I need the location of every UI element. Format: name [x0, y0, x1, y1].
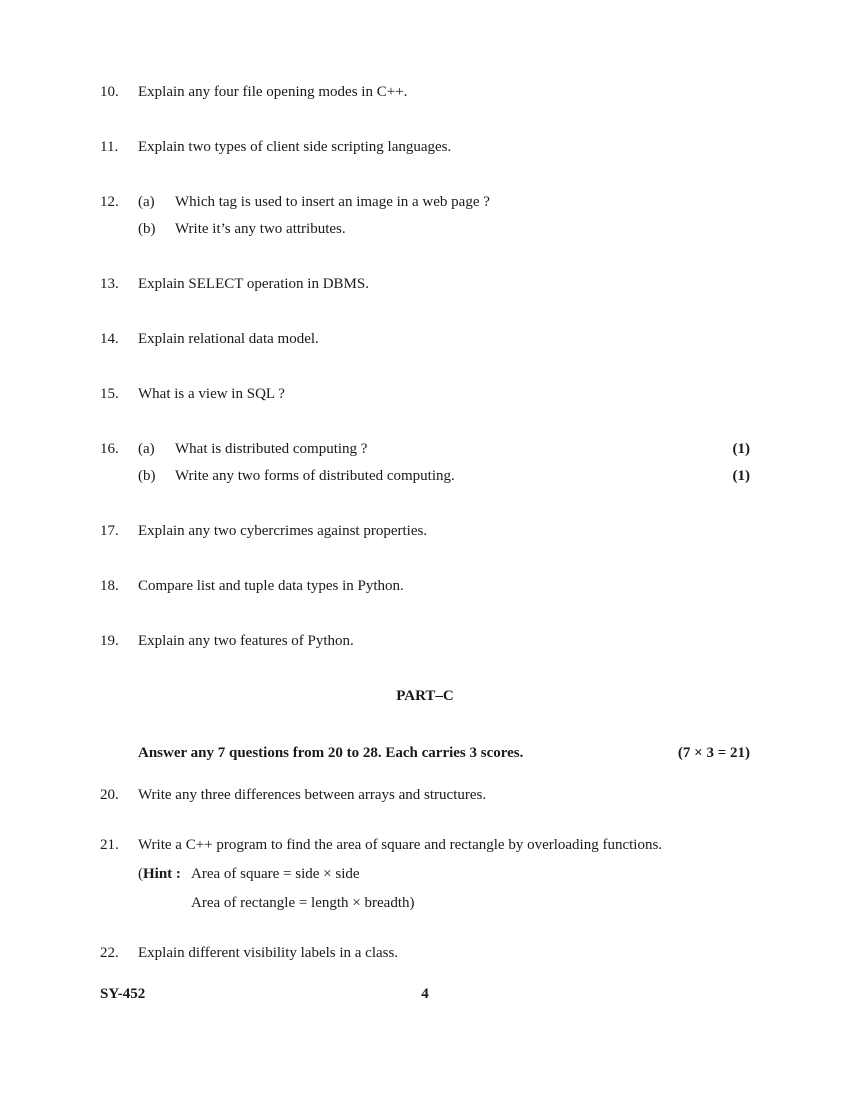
hint-label: Hint :: [143, 866, 181, 882]
question-number: 19.: [100, 633, 119, 649]
sub-label: (a): [138, 194, 155, 210]
question-number: 21.: [100, 837, 119, 853]
mark: (1): [732, 468, 750, 484]
paper-code: SY-452: [100, 986, 146, 1002]
question-text: Explain two types of client side scripting languages.: [138, 139, 452, 155]
question-number: 15.: [100, 386, 119, 402]
hint-line-1: Area of square = side × side: [191, 866, 360, 882]
question-text: Write it’s any two attributes.: [175, 221, 346, 237]
question-number: 11.: [100, 139, 119, 155]
question-number: 13.: [100, 276, 119, 292]
question-text: Explain relational data model.: [138, 331, 319, 347]
question-number: 18.: [100, 578, 119, 594]
page-number: 4: [421, 986, 429, 1002]
question-13: [0, 276, 850, 296]
question-12a: [0, 194, 850, 214]
part-c-instruction-row: [0, 745, 850, 765]
question-text: Which tag is used to insert an image in a web page ?: [175, 194, 490, 210]
question-18: [0, 578, 850, 598]
mark: (1): [732, 441, 750, 457]
question-number: 14.: [100, 331, 119, 347]
question-15: [0, 386, 850, 406]
question-text: What is distributed computing ?: [175, 441, 368, 457]
question-text: Write any three differences between arrays and structures.: [138, 787, 487, 803]
question-16b: [0, 468, 850, 488]
question-16a: [0, 441, 850, 461]
hint-line-2: Area of rectangle = length × breadth): [191, 895, 415, 911]
sub-label: (b): [138, 468, 156, 484]
question-19: [0, 633, 850, 653]
question-12b: [0, 221, 850, 241]
question-number: 10.: [100, 84, 119, 100]
question-text: What is a view in SQL ?: [138, 386, 285, 402]
question-text: Write any two forms of distributed computing.: [175, 468, 455, 484]
question-21: [0, 837, 850, 857]
question-text: Write a C++ program to find the area of square and rectangle by overloading functions.: [138, 837, 663, 853]
question-text: Explain any four file opening modes in C++.: [138, 84, 408, 100]
part-c-instruction: Answer any 7 questions from 20 to 28. Each carries 3 scores.: [138, 745, 524, 761]
question-21-hint: [0, 866, 850, 886]
question-text: Explain different visibility labels in a class.: [138, 945, 399, 961]
question-22: [0, 945, 850, 965]
hint-label-row: [138, 866, 181, 883]
sub-label: (a): [138, 441, 155, 457]
question-20: [0, 787, 850, 807]
question-text: Compare list and tuple data types in Python.: [138, 578, 404, 594]
question-number: 12.: [100, 194, 119, 210]
hint-paren: (: [138, 866, 143, 882]
question-number: 20.: [100, 787, 119, 803]
question-10: [0, 84, 850, 104]
question-17: [0, 523, 850, 543]
question-21-hint-2: [0, 895, 850, 915]
question-text: Explain any two cybercrimes against properties.: [138, 523, 428, 539]
part-c-heading: PART–C: [396, 688, 454, 704]
question-number: 22.: [100, 945, 119, 961]
question-14: [0, 331, 850, 351]
sub-label: (b): [138, 221, 156, 237]
question-11: [0, 139, 850, 159]
question-number: 17.: [100, 523, 119, 539]
question-text: Explain SELECT operation in DBMS.: [138, 276, 369, 292]
part-c-scores: (7 × 3 = 21): [677, 745, 750, 761]
question-number: 16.: [100, 441, 119, 457]
question-text: Explain any two features of Python.: [138, 633, 354, 649]
footer: [0, 986, 850, 1006]
